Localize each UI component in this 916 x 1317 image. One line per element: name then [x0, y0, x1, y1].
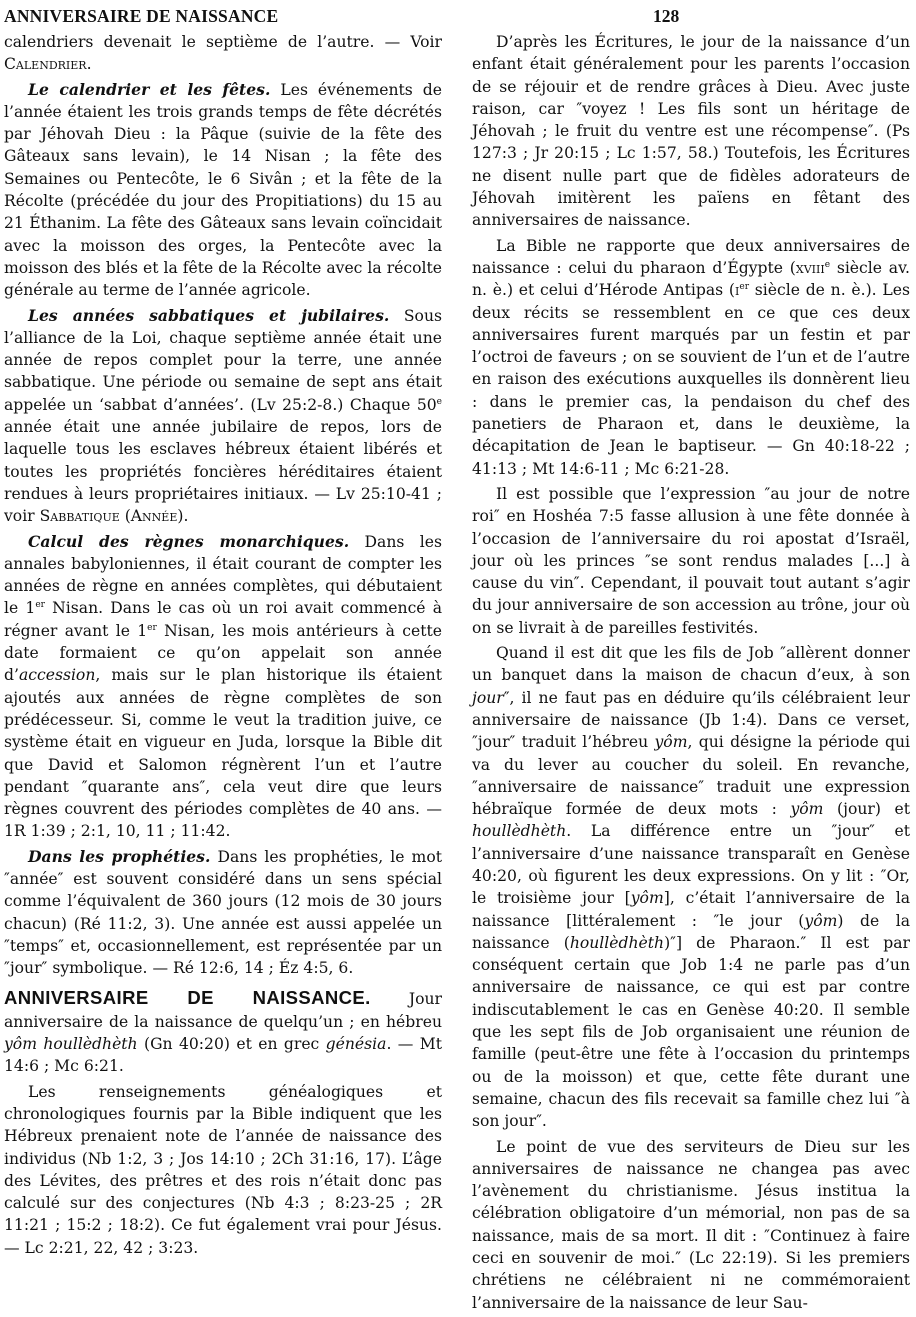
paragraph: calendriers devenait le septième de l’autre. — Voir Calendrier.: [4, 33, 442, 74]
subheading: Calcul des règnes monarchiques.: [28, 531, 350, 551]
paragraph: Les renseignements généalogiques et chronologiques fournis par la Bible indiquent que les Hébreux prenaient note de l’année de naissance des individus (Nb 1:2, 3 ; Jos 14:10 ; 2Ch 31:16, 17). L’âge des Lévites, des prêtres et des rois n’était donc pas calculé sur des conjectures (Nb 4:3 ; 8:23-25 ; 2R 11:21 ; 15:2 ; 18:2). Ce fut également vrai pour Jésus. — Lc 2:21, 22, 42 ; 3:23.: [4, 1082, 442, 1257]
cross-reference: Sabbatique (Année): [39, 507, 184, 526]
paragraph: Calcul des règnes monarchiques. Dans les annales babyloniennes, il était courant de compter les années de règne en années complètes, qui débutaient le 1er Nisan. Dans le cas où un roi avait commencé à régner avant le 1er Nisan, les mois antérieurs à cette date formaient ce qu’on appelait son année d’accession, mais sur le plan historique ils étaient ajoutés aux années de règne complètes de son prédécesseur. Si, comme le veut la tradition juive, ce système était en vigueur en Juda, lorsque la Bible dit que David et Salomon régnèrent l’un et l’autre pendant ″quarante ans″, cela veut dire que leurs règnes couvrent des périodes complètes de 40 ans. — 1R 1:39 ; 2:1, 10, 11 ; 11:42.: [4, 531, 443, 841]
page-number: 128: [653, 6, 680, 26]
subheading: Le calendrier et les fêtes.: [28, 79, 271, 99]
paragraph: D’après les Écritures, le jour de la naissance d’un enfant était généralement pour les parents l’occasion de se réjouir et de rendre grâces à Dieu. Avec juste raison, car ″voyez ! Les fils sont un héritage de Jéhovah ; le fruit du ventre est une récompense″. (Ps 127:3 ; Jr 20:15 ; Lc 1:57, 58.) Toutefois, les Écritures ne disent nulle part que de fidèles adorateurs de Jéhovah imitèrent les païens en fêtant des anniversaires de naissance.: [472, 33, 910, 230]
entry-title: ANNIVERSAIRE DE NAISSANCE.: [4, 987, 371, 1009]
paragraph: Quand il est dit que les fils de Job ″allèrent donner un banquet dans la maison de chacun d’eux, à son jour″, il ne faut pas en déduire qu’ils célébraient leur anniversaire de naissance (Jb 1:4). Dans ce verset, ″jour″ traduit l’hébreu yôm, qui désigne la période qui va du lever au coucher du soleil. En revanche, ″anniversaire de naissance″ traduit une expression hébraïque formée de deux mots : yôm (jour) et houllèdhèth. La différence entre un ″jour″ et l’anniversaire d’une naissance transparaît en Genèse 40:20, où figurent les deux expressions. On y lit : ″Or, le troisième jour [yôm], c’était l’anniversaire de la naissance [littéralement : ″le jour (yôm) de la naissance (houllèdhèth)″] de Pharaon.″ Il est par conséquent certain que Job 1:4 ne parle pas d’un anniversaire de naissance, ce qui est par contre indiscutablement le cas en Genèse 40:20. Il semble que les sept fils de Job organisaient une réunion de famille (peut-être une fête à l’occasion du printemps ou de la moisson) et que, cette fête durant une semaine, chacun des fils recevait sa famille chez lui ″à son jour″.: [472, 644, 910, 1131]
paragraph: Dans les prophéties. Dans les prophéties, le mot ″année″ est souvent considéré dans un sens spécial comme l’équivalent de 360 jours (12 mois de 30 jours chacun) (Ré 11:2, 3). Une année est aussi appelée un ″temps″ et, occasionnellement, est représentée par un ″jour″ symbolique. — Ré 12:6, 14 ; Éz 4:5, 6.: [4, 846, 442, 978]
right-column: [472, 31, 910, 1317]
running-title: ANNIVERSAIRE DE NAISSANCE: [4, 6, 279, 26]
paragraph: Il est possible que l’expression ″au jour de notre roi″ en Hoshéa 7:5 fasse allusion à une fête donnée à l’occasion de l’anniversaire du roi apostat d’Israël, jour où les princes ″se sont rendus malades [...] à cause du vin″. Cependant, il pouvait tout autant s’agir du jour anniversaire de son accession au trône, jour où on se livrait à de pareilles festivités.: [472, 484, 910, 637]
subheading: Les années sabbatiques et jubilaires.: [28, 305, 390, 325]
paragraph: Le calendrier et les fêtes. Les événements de l’année étaient les trois grands temps de fête décrétés par Jéhovah Dieu : la Pâque (suivie de la fête des Gâteaux sans levain), le 14 Nisan ; la fête des Semaines ou Pentecôte, le 6 Sivân ; et la fête de la Récolte (précédée du jour des Propitiations) du 15 au 21 Éthanim. La fête des Gâteaux sans levain coïncidait avec la moisson des orges, la Pentecôte avec la moisson des blés et la fête de la Récolte avec la récolte générale au terme de l’année agricole.: [4, 79, 442, 300]
paragraph: Le point de vue des serviteurs de Dieu sur les anniversaires de naissance ne changea pas avec l’avènement du christianisme. Jésus institua la célébration obligatoire d’un mémorial, non pas de sa naissance, mais de sa mort. Il dit : ″Continuez à faire ceci en souvenir de moi.″ (Lc 22:19). Si les premiers chrétiens ne célébraient ni ne commémoraient l’anniversaire de la naissance de leur Sau-: [472, 1137, 910, 1312]
subheading: Dans les prophéties.: [28, 846, 211, 866]
page-header: [0, 6, 916, 32]
paragraph: La Bible ne rapporte que deux anniversaires de naissance : celui du pharaon d’Égypte (xviii$^e$ siècle av. n. è.) et celui d’Hérode Antipas ($i^{er}$ siècle de n. è.). Les deux récits se ressemblent en ce que ces deux anniversaires furent marqués par un festin et par l’octroi de faveurs ; on se souvient de l’un et de l’autre en raison des exécutions auxquelles ils donnèrent lieu : dans le premier cas, la pendaison du chef des panetiers de Pharaon et, dans le deuxième, la décapitation de Jean le baptiseur. — Gn 40:18-22 ; 41:13 ; Mt 14:6-11 ; Mc 6:21-28.: [472, 236, 910, 478]
cross-reference: Calendrier: [4, 55, 87, 74]
left-column: [4, 31, 442, 1262]
entry-paragraph: ANNIVERSAIRE DE NAISSANCE. Jour anniversaire de la naissance de quelqu’un ; en hébreu yôm houllèdhèth (Gn 40:20) et en grec génésia. — Mt 14:6 ; Mc 6:21.: [4, 987, 443, 1076]
paragraph: Les années sabbatiques et jubilaires. Sous l’alliance de la Loi, chaque septième année était une année de repos complet pour la terre, une année sabbatique. Une période ou semaine de sept ans était appelée un ‘sabbat d’années’. (Lv 25:2-8.) Chaque 50e année était une année jubilaire de repos, lors de laquelle tous les esclaves hébreux étaient libérés et toutes les propriétés foncières héréditaires étaient rendues à leurs propriétaires initiaux. — Lv 25:10-41 ; voir Sabbatique (Année).: [4, 305, 442, 526]
